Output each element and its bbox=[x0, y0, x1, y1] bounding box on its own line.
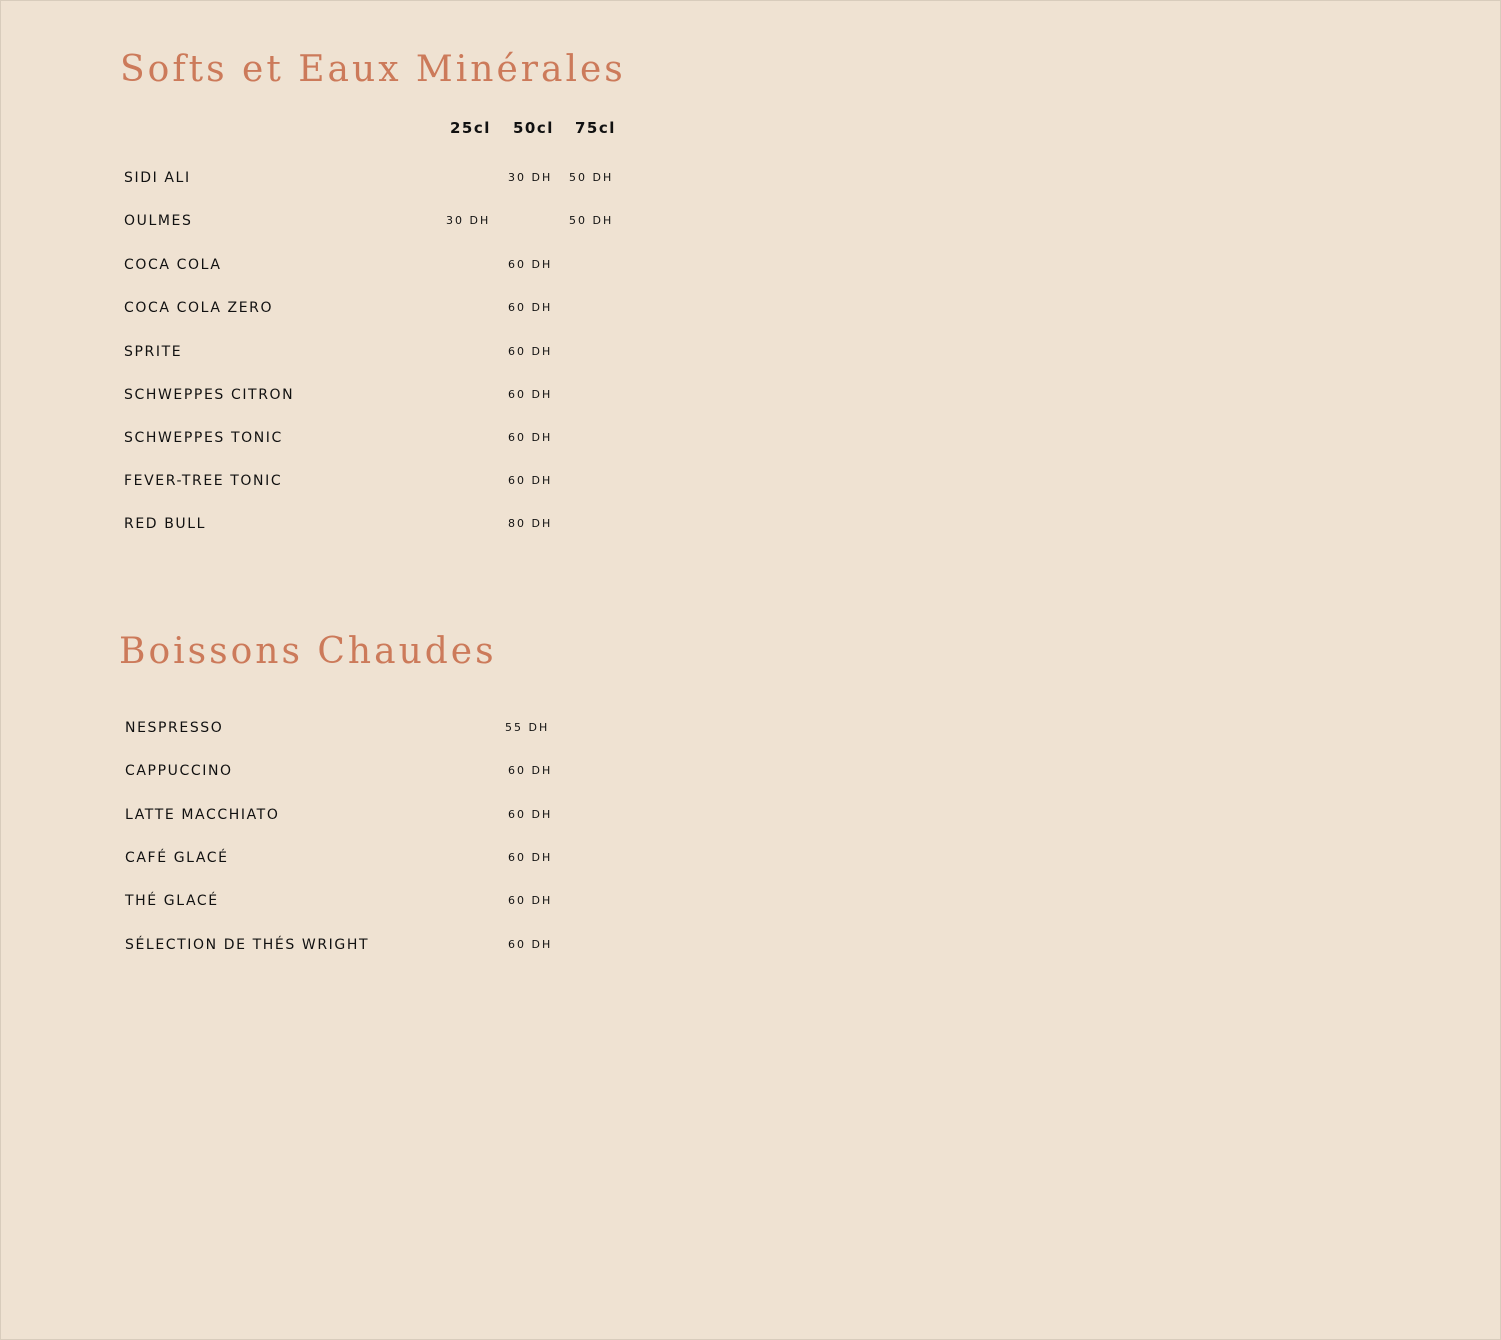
price-50cl: 60 DH bbox=[508, 388, 553, 401]
section-title-chaudes: Boissons Chaudes bbox=[119, 631, 497, 672]
menu-item-name: OULMES bbox=[124, 213, 193, 229]
price-50cl: 60 DH bbox=[508, 258, 553, 271]
price: 60 DH bbox=[508, 808, 553, 821]
price: 60 DH bbox=[508, 851, 553, 864]
column-header-50cl: 50cl bbox=[513, 119, 554, 137]
column-header-25cl: 25cl bbox=[450, 119, 491, 137]
menu-item-name: THÉ GLACÉ bbox=[125, 893, 219, 909]
menu-item-name: SIDI ALI bbox=[124, 170, 191, 186]
column-header-75cl: 75cl bbox=[575, 119, 616, 137]
price-50cl: 30 DH bbox=[508, 171, 553, 184]
menu-item-name: CAFÉ GLACÉ bbox=[125, 850, 229, 866]
menu-item-name: CAPPUCCINO bbox=[125, 763, 233, 779]
price: 60 DH bbox=[508, 764, 553, 777]
price-50cl: 80 DH bbox=[508, 517, 553, 530]
menu-item-name: SÉLECTION DE THÉS WRIGHT bbox=[125, 937, 370, 953]
menu-item-name: COCA COLA bbox=[124, 257, 222, 273]
price-25cl: 30 DH bbox=[446, 214, 491, 227]
price: 60 DH bbox=[508, 938, 553, 951]
section-title-softs: Softs et Eaux Minérales bbox=[120, 49, 626, 90]
menu-item-name: SCHWEPPES TONIC bbox=[124, 430, 283, 446]
price: 55 DH bbox=[505, 721, 550, 734]
menu-item-name: LATTE MACCHIATO bbox=[125, 807, 280, 823]
menu-item-name: SCHWEPPES CITRON bbox=[124, 387, 295, 403]
price-75cl: 50 DH bbox=[569, 171, 614, 184]
menu-item-name: SPRITE bbox=[124, 344, 183, 360]
menu-item-name: RED BULL bbox=[124, 516, 207, 532]
menu-item-name: FEVER-TREE TONIC bbox=[124, 473, 283, 489]
price-50cl: 60 DH bbox=[508, 474, 553, 487]
price: 60 DH bbox=[508, 894, 553, 907]
menu-item-name: COCA COLA ZERO bbox=[124, 300, 274, 316]
menu-item-name: NESPRESSO bbox=[125, 720, 224, 736]
price-75cl: 50 DH bbox=[569, 214, 614, 227]
price-50cl: 60 DH bbox=[508, 431, 553, 444]
price-50cl: 60 DH bbox=[508, 301, 553, 314]
price-50cl: 60 DH bbox=[508, 345, 553, 358]
